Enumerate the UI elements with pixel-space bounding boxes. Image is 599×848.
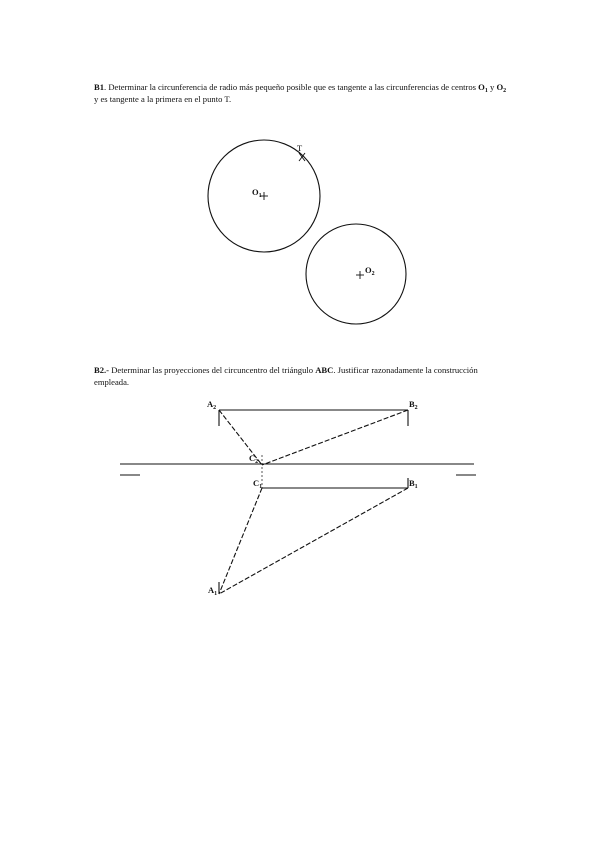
problem-b2-abc: ABC — [315, 365, 334, 375]
label-o2: $O_2$ — [365, 265, 375, 277]
label-a1: $A_1$ — [208, 585, 218, 597]
figure-b2 — [120, 399, 476, 597]
circle-o2 — [306, 224, 406, 324]
problem-b1-number: B1 — [94, 82, 105, 92]
label-a2: $A_2$ — [207, 399, 217, 411]
problem-b1-conj: y — [487, 82, 497, 92]
label-c2: $C_2$ — [249, 453, 259, 465]
problem-b2-number: B2.- — [94, 365, 110, 375]
problem-b1-o2-letter: O — [496, 82, 504, 92]
segment-b2-c2 — [262, 410, 408, 465]
problem-b1-o2-sub: 2 — [503, 88, 507, 94]
label-o1: $O_1$ — [252, 187, 262, 199]
problem-b1-text-b: y es tangente a la primera en el punto T. — [94, 93, 232, 104]
figure-b1 — [208, 140, 406, 324]
segment-b1-a1 — [219, 488, 408, 594]
problem-b1-o1-sub: 1 — [484, 88, 488, 94]
problem-b1-o1-letter: O — [478, 82, 485, 92]
segment-c1-a1 — [219, 488, 262, 594]
problem-b2-text-b: . Justificar razonadamente la construcción empleada. — [94, 365, 478, 387]
segment-a2-c2 — [219, 410, 262, 465]
label-t: T — [297, 143, 303, 153]
label-b1: $B_1$ — [409, 478, 418, 490]
problem-b1-text-a: . Determinar la circunferencia de radio más pequeño posible que es tangente a las circunferencias de centros — [104, 82, 479, 92]
label-b2: $B_2$ — [409, 399, 418, 411]
center-o2-mark — [356, 271, 364, 279]
problem-b2-text-a: Determinar las proyecciones del circuncentro del triángulo — [109, 365, 316, 375]
label-c1: $C_1$ — [253, 478, 263, 490]
